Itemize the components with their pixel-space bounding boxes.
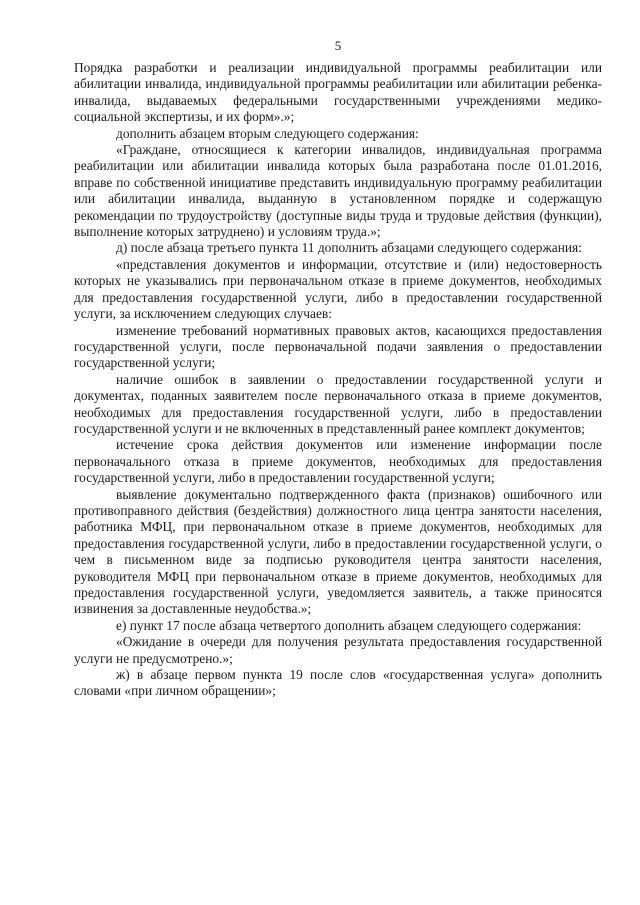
paragraph-2: дополнить абзацем вторым следующего содержания: [116, 125, 419, 141]
paragraph-10: е) пункт 17 после абзаца четвертого дополнить абзацем следующего содержания: [116, 617, 582, 633]
paragraph-3: «Граждане, относящиеся к категории инвалидов, индивидуальная программа реабилитации или абилитации инвалида которых была разработана после 01.01.2016, вправе по собственной инициативе представить индивидуальную программу реабилитации или абилитации инвалида, выданную в установленном порядке и содержащую рекомендации по трудоустройству (доступные виды труда и трудовые действия (функции), выполнение которых затруднено) и условиям труда.»; [74, 142, 602, 240]
paragraph-9: выявление документально подтвержденного факта (признаков) ошибочного или противоправного действия (бездействия) должностного лица центра занятости населения, работника МФЦ, при первоначальном отказе в приеме документов, необходимых для предоставления государственной услуги, либо в предоставлении государственной услуги, о чем в письменном виде за подписью руководителя центра занятости населения, руководителя МФЦ при первоначальном отказе в приеме документов, необходимых для предоставления государственной услуги, уведомляется заявитель, а также приносятся извинения за доставленные неудобства.»; [74, 486, 602, 617]
paragraph-5: «представления документов и информации, отсутствие и (или) недостоверность которых не указывались при первоначальном отказе в приеме документов, необходимых для предоставления государственной услуги, либо в предоставлении государственной услуги, за исключением следующих случаев: [74, 256, 602, 322]
paragraph-11: «Ожидание в очереди для получения результата предоставления государственной услуги не предусмотрено.»; [74, 634, 602, 666]
document-page [74, 38, 602, 700]
paragraph-12: ж) в абзаце первом пункта 19 после слов «государственная услуга» дополнить словами «при личном обращении»; [74, 667, 602, 699]
paragraph-7: наличие ошибок в заявлении о предоставлении государственной услуги и документах, поданных заявителем после первоначального отказа в приеме документов, необходимых для предоставления государственной услуги, либо в предоставлении государственной услуги и не включенных в представленный ранее комплект документов; [74, 371, 602, 436]
page-number: 5 [334, 38, 342, 53]
paragraph-4: д) после абзаца третьего пункта 11 дополнить абзацами следующего содержания: [116, 240, 582, 256]
paragraph-1: Порядка разработки и реализации индивидуальной программы реабилитации или абилитации инвалида, индивидуальной программы реабилитации или абилитации ребенка-инвалида, выдаваемых федеральными государственными учреждениями медико-социальной экспертизы, и их форм».»; [74, 60, 602, 125]
paragraph-6: изменение требований нормативных правовых актов, касающихся предоставления государственной услуги, после первоначальной подачи заявления о предоставлении государственной услуги; [74, 322, 602, 371]
paragraph-8: истечение срока действия документов или изменение информации после первоначального отказа в приеме документов, необходимых для предоставления государственной услуги, либо в предоставлении государственной услуги; [74, 437, 602, 486]
